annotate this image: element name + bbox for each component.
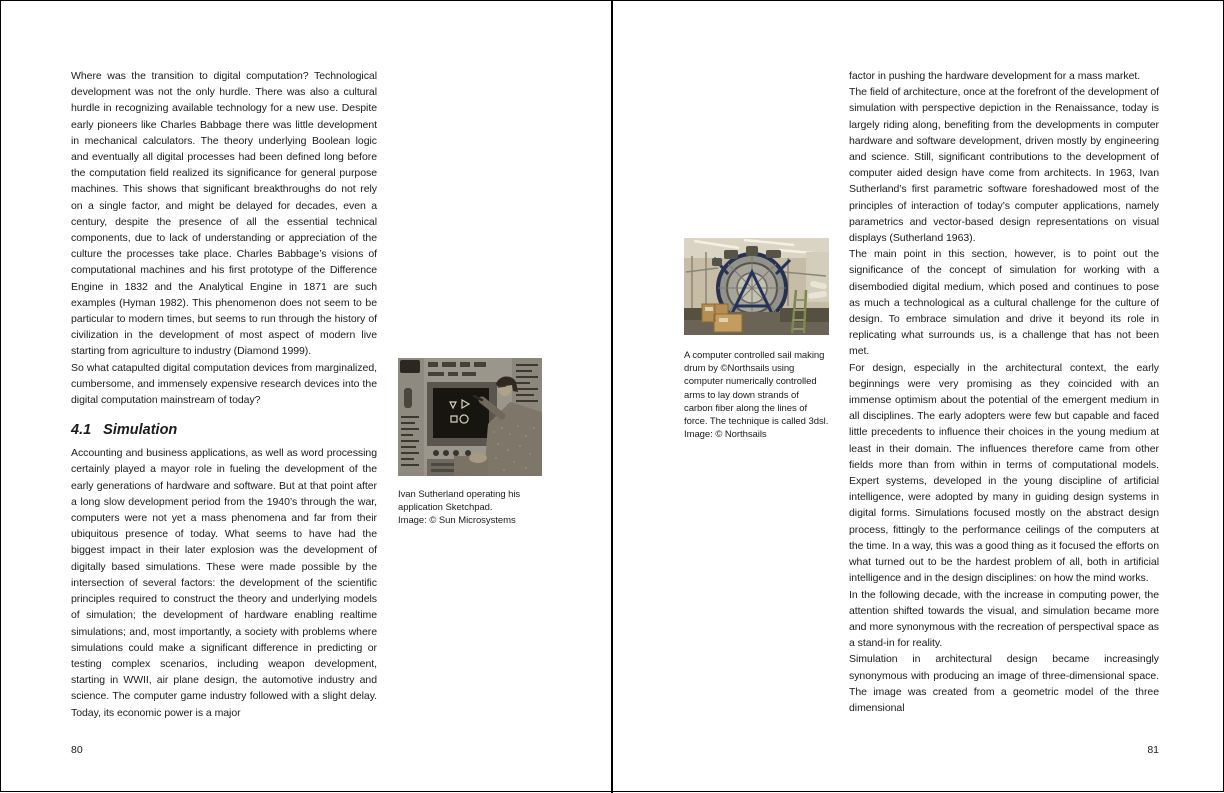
paragraph: In the following decade, with the increase in computing power, the attention shifted towards the visual, and simulation became more and more synonymous with the recreation of perspectival space as a stand-in for reality. xyxy=(849,588,1159,650)
paragraph: Where was the transition to digital computation? Technological development was not the only hurdle. There was also a cultural hurdle in recognizing available technology for a new use. Despite early pioneers like Charles Babbage there was little development in mechanical calculators. The theory underlying Boolean logic and eventually all digital processes had been defined long before the computation field realized its significance for general purpose machines. This shows that significant breakthroughs do not rely on a single factor, and might be delayed for decades, even a century, despite the presence of all the essential technical components, due to lack of understanding or appreciation of the culture the processes take place. Charles Babbage’s visions of computational machines and his first prototype of the Difference Engine in 1832 and the Analytical Engine in 1871 are such examples (Hyman 1982). This phenomenon does not seem to be particular to modern times, but seems to run through the history of civilization in the development of most aspect of modern live starting from agriculture to industry (Diamond 1999). xyxy=(71,70,377,358)
paragraph: Simulation in architectural design became increasingly synonymous with producing an image of three-dimensional space. The image was created from a geometric model of the three dimensional xyxy=(849,653,1159,714)
paragraph: So what catapulted digital computation devices from marginalized, cumbersome, and immensely expensive research devices into the digital computation mainstream of today? xyxy=(71,361,377,407)
page-gutter-divider xyxy=(611,1,613,793)
figure-caption xyxy=(398,488,542,528)
figure-caption xyxy=(684,349,829,441)
page-number-right: 81 xyxy=(1147,744,1159,756)
figure-sketchpad xyxy=(398,358,542,528)
page-number-left: 80 xyxy=(71,744,83,756)
sketchpad-photo xyxy=(398,358,542,476)
paragraph: The field of architecture, once at the forefront of the development of simulation with perspective depiction in the Renaissance, today is largely riding along, benefiting from the developments in computer hardware and software development, driven mostly by engineering and science. Still, significant contributions to the development of computer aided design have come from architects. In 1963, Ivan Sutherland’s first parametric software foreshadowed most of the principles of interaction of today’s computer applications, namely parametrics and vector-based design representations on visual displays (Sutherland 1963). xyxy=(849,86,1159,245)
caption-text: Ivan Sutherland operating his application Sketchpad. xyxy=(398,489,521,514)
section-number: 4.1 xyxy=(71,422,92,439)
paragraph: factor in pushing the hardware development for a mass market. xyxy=(849,70,1141,82)
sail-drum-photo xyxy=(684,238,829,335)
right-page-text-column xyxy=(849,68,1159,716)
image-credit: Image: © Northsails xyxy=(684,429,767,441)
section-heading xyxy=(71,421,377,439)
caption-text: A computer controlled sail making drum by ©Northsails using computer numerically controlled arms to lay down strands of carbon fiber along the lines of force. The technique is called 3dsl. xyxy=(684,350,829,428)
image-credit: Image: © Sun Microsystems xyxy=(398,515,516,527)
left-page-text-column xyxy=(71,68,377,721)
paragraph: For design, especially in the architectural context, the early beginnings were very promising as they coincided with an immense optimism about the potential of the emergent medium in all disciplines. The early adopters were few but capable and faced little precedents to influence their choices in the young medium at least in their domain. The influences therefore came from other fields more than from within in terms of computational models. Expert systems, developed in the young discipline of artificial intelligence, were adopted by many in guiding design systems in digital forms. Simulations focused mostly on the abstract design process, fittingly to the performance ceilings of the computers at the time. In a way, this was a good thing as it focused the efforts on what turned out to be the hardest problem of all, both in artificial intelligence and in the design disciplines: on how the mind works. xyxy=(849,361,1159,585)
paragraph: Accounting and business applications, as well as word processing certainly played a mayor role in fueling the development of the early generations of hardware and software. But at that point after a long slow development period from the 1940’s through the war, computers were not yet a mass phenomena and far from their ubiquitous presence of today. What seems to have had the biggest impact in their later explosion was the development of digitally based simulations. These were made possible by the intersection of several factors: the development of the scientific principles required to construct the theory and underlying models of simulation; the development of hardware enabling realtime simulations; and, most importantly, a society with problems where simulations could make a significant difference in predicting or testing complex scenarios, including weapon development, starting in WWII, air plane design, the automotive industry and science. The computer game industry followed with a slight delay. Today, its economic power is a major xyxy=(71,447,377,719)
figure-sail-drum xyxy=(684,238,829,441)
paragraph: The main point in this section, however, is to point out the significance of the concept of simulation for working with a disembodied digital medium, which posed and continues to pose as much a technological as a cultural challenge for the culture of design. To embrace simulation and drive it beyond its role in replicating what surrounds us, is a challenge that has not been met. xyxy=(849,248,1159,358)
section-title: Simulation xyxy=(103,422,178,439)
